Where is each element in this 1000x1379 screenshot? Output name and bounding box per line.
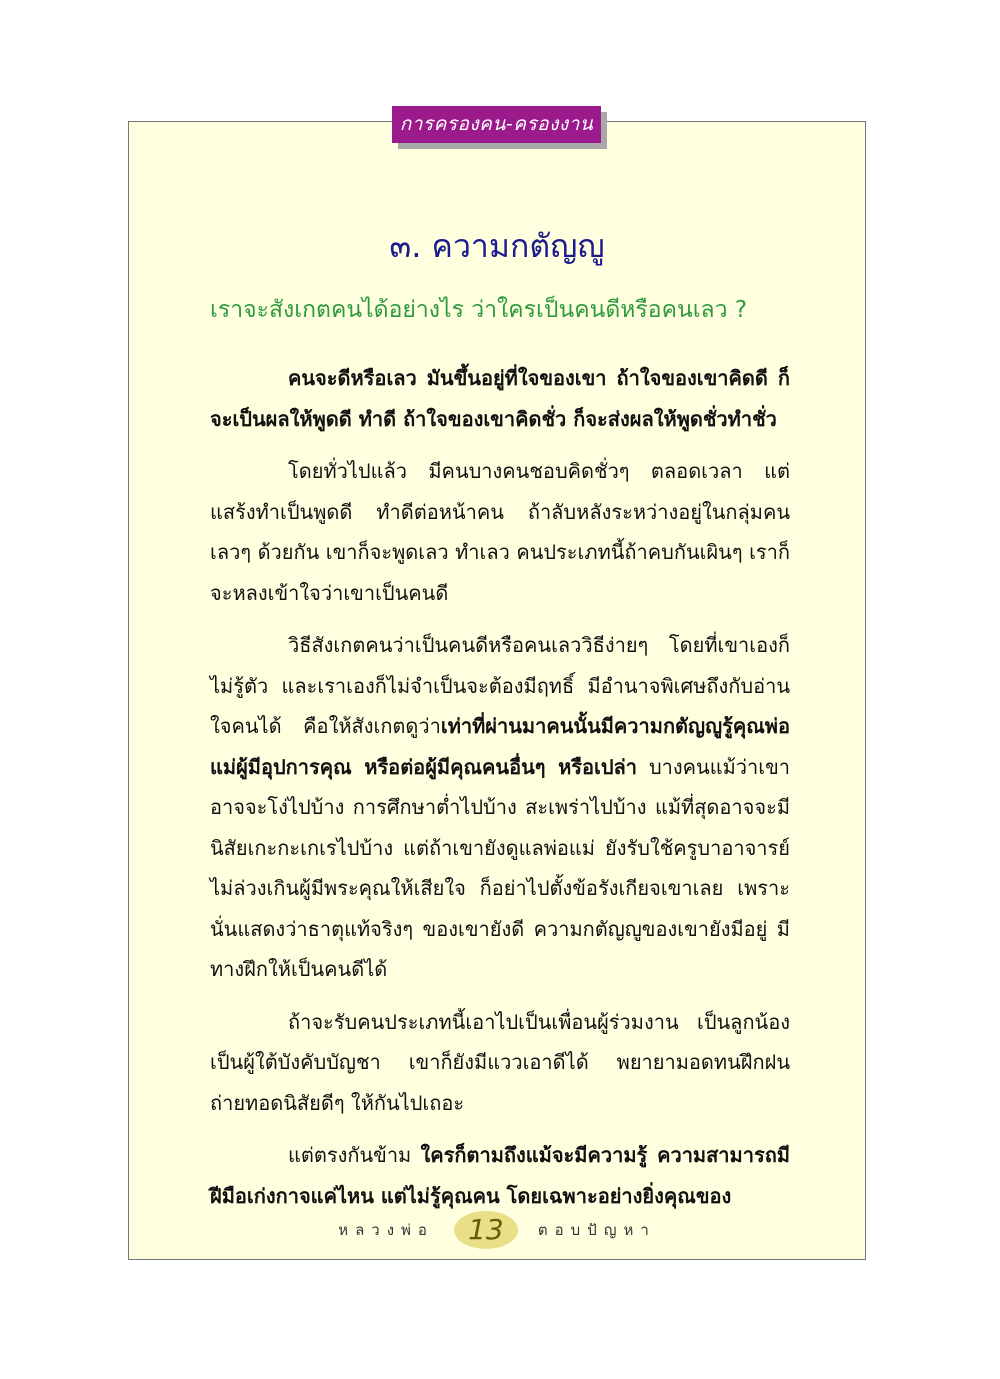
footer-right-text: ตอบปัญหา	[537, 1221, 656, 1239]
paragraph-1: คนจะดีหรือเลว มันขึ้นอยู่ที่ใจของเขา ถ้าใจของเขาคิดดี ก็จะเป็นผลให้พูดดี ทำดี ถ้าใจของเขาคิดชั่ว ก็จะส่งผลให้พูดชั่วทำชั่ว	[210, 366, 790, 431]
paragraph-4: ถ้าจะรับคนประเภทนี้เอาไปเป็นเพื่อนผู้ร่วมงาน เป็นลูกน้อง เป็นผู้ใต้บังคับบัญชา เขาก็ยังมีแววเอาดีได้ พยายามอดทนฝึกฝนถ่ายทอดนิสัยดีๆ ให้กันไปเถอะ	[210, 1009, 790, 1115]
paragraph-5-intro: แต่ตรงกันข้าม	[288, 1143, 421, 1167]
chapter-title: ๓. ความกตัญญู	[389, 227, 605, 265]
paragraph-5	[210, 1135, 790, 1216]
paragraph-5-emphasis: ใครก็ตามถึงแม้จะมีความรู้ ความสามารถมีฝีมือเก่งกาจแค่ไหน แต่ไม่รู้คุณคน โดยเฉพาะอย่างยิ่งคุณของ	[210, 1143, 790, 1208]
question-heading: เราจะสังเกตคนได้อย่างไร ว่าใครเป็นคนดีหรือคนเลว ?	[210, 297, 748, 323]
page-number-badge: 13	[454, 1211, 518, 1249]
page-footer	[128, 1206, 866, 1254]
paragraph-2: โดยทั่วไปแล้ว มีคนบางคนชอบคิดชั่วๆ ตลอดเวลา แต่แสร้งทำเป็นพูดดี ทำดีต่อหน้าคน ถ้าลับหลังระหว่างอยู่ในกลุ่มคนเลวๆ ด้วยกัน เขาก็จะพูดเลว ทำเลว คนประเภทนี้ถ้าคบกันเผินๆ เราก็จะหลงเข้าใจว่าเขาเป็นคนดี	[210, 459, 790, 605]
paragraph-3-rest: บางคนแม้ว่าเขาอาจจะโง่ไปบ้าง การศึกษาต่ำไปบ้าง สะเพร่าไปบ้าง แม้ที่สุดอาจจะมีนิสัยเกะกะเกเรไปบ้าง แต่ถ้าเขายังดูแลพ่อแม่ ยังรับใช้ครูบาอาจารย์ ไม่ล่วงเกินผู้มีพระคุณให้เสียใจ ก็อย่าไปตั้งข้อรังเกียจเขาเลย เพราะนั่นแสดงว่าธาตุแท้จริงๆ ของเขายังดี ความกตัญญูของเขายังมีอยู่ มีทางฝึกให้เป็นคนดีได้	[210, 754, 790, 981]
section-header-tab: การครองคน-ครองงาน	[392, 106, 601, 143]
paragraph-3-intro: วิธีสังเกตคนว่าเป็นคนดีหรือคนเลววิธีง่ายๆ โดยที่เขาเองก็ไม่รู้ตัว และเราเองก็ไม่จำเป็นจะต้องมีฤทธิ์ มีอำนาจพิเศษถึงกับอ่านใจคนได้ คือให้สังเกตดูว่า	[210, 633, 790, 738]
body-text	[210, 358, 790, 1228]
paragraph-3	[210, 625, 790, 990]
paragraph-3-emphasis: เท่าที่ผ่านมาคนนั้นมีความกตัญญูรู้คุณพ่อแม่ผู้มีอุปการคุณ หรือต่อผู้มีคุณคนอื่นๆ หรือเปล่า	[210, 714, 790, 779]
footer-left-text: หลวงพ่อ	[338, 1221, 434, 1239]
